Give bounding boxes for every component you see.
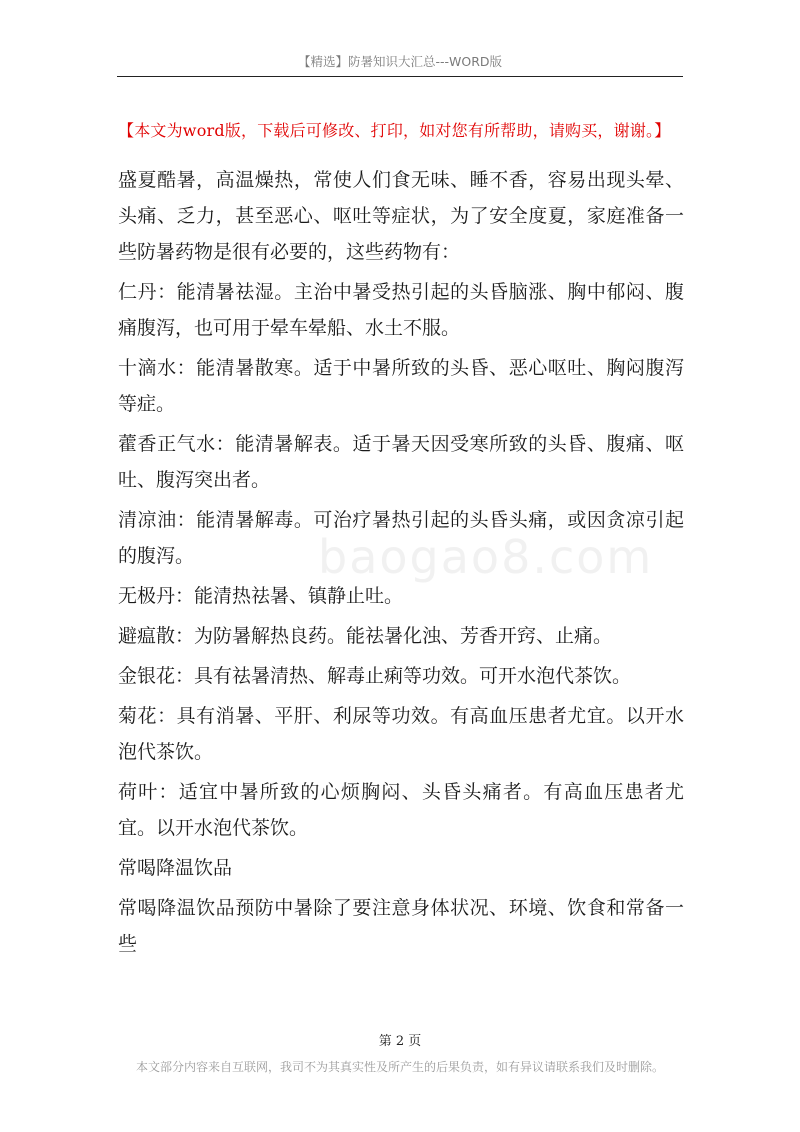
paragraph-heye: 荷叶：适宜中暑所致的心烦胸闷、头昏头痛者。有高血压患者尤宜。以开水泡代茶饮。 xyxy=(118,781,684,839)
header-divider xyxy=(117,76,683,77)
paragraph-huoxiang: 藿香正气水：能清暑解表。适于暑天因受寒所致的头昏、腹痛、呕吐、腹泻突出者。 xyxy=(118,433,684,491)
page-footer: 本文部分内容来自互联网，我司不为其真实性及所产生的后果负责，如有异议请联系我们及时删除。 xyxy=(135,1060,664,1074)
page-number: 第 2 页 xyxy=(378,1034,422,1049)
section-heading: 常喝降温饮品 xyxy=(118,857,233,879)
paragraph-juhua: 菊花：具有消暑、平肝、利尿等功效。有高血压患者尤宜。以开水泡代茶饮。 xyxy=(118,705,684,763)
document-body xyxy=(118,162,684,966)
paragraph-rendan: 仁丹：能清暑祛湿。主治中暑受热引起的头昏脑涨、胸中郁闷、腹痛腹泻，也可用于晕车晕船、水土不服。 xyxy=(118,281,684,339)
paragraph-shidishui: 十滴水：能清暑散寒。适于中暑所致的头昏、恶心呕吐、胸闷腹泻等症。 xyxy=(118,357,684,415)
paragraph-intro: 盛夏酷暑，高温燥热，常使人们食无味、睡不香，容易出现头晕、头痛、乏力，甚至恶心、呕吐等症状，为了安全度夏，家庭准备一些防暑药物是很有必要的，这些药物有： xyxy=(118,169,684,263)
watermark: baogao8.com xyxy=(318,530,654,584)
download-notice: 【本文为word版，下载后可修改、打印，如对您有所帮助，请购买，谢谢。】 xyxy=(118,121,671,140)
paragraph-cooling-drinks: 常喝降温饮品预防中暑除了要注意身体状况、环境、饮食和常备一些 xyxy=(118,897,684,955)
paragraph-wujidan: 无极丹：能清热祛暑、镇静止吐。 xyxy=(118,585,404,607)
paragraph-qingliangyou: 清凉油：能清暑解毒。可治疗暑热引起的头昏头痛，或因贪凉引起的腹泻。 xyxy=(118,509,684,567)
page-header: 【精选】防暑知识大汇总---WORD版 xyxy=(297,54,503,69)
paragraph-jinyinhua: 金银花：具有祛暑清热、解毒止痢等功效。可开水泡代茶饮。 xyxy=(118,665,632,687)
paragraph-biwensan: 避瘟散：为防暑解热良药。能祛暑化浊、芳香开窍、止痛。 xyxy=(118,625,613,647)
